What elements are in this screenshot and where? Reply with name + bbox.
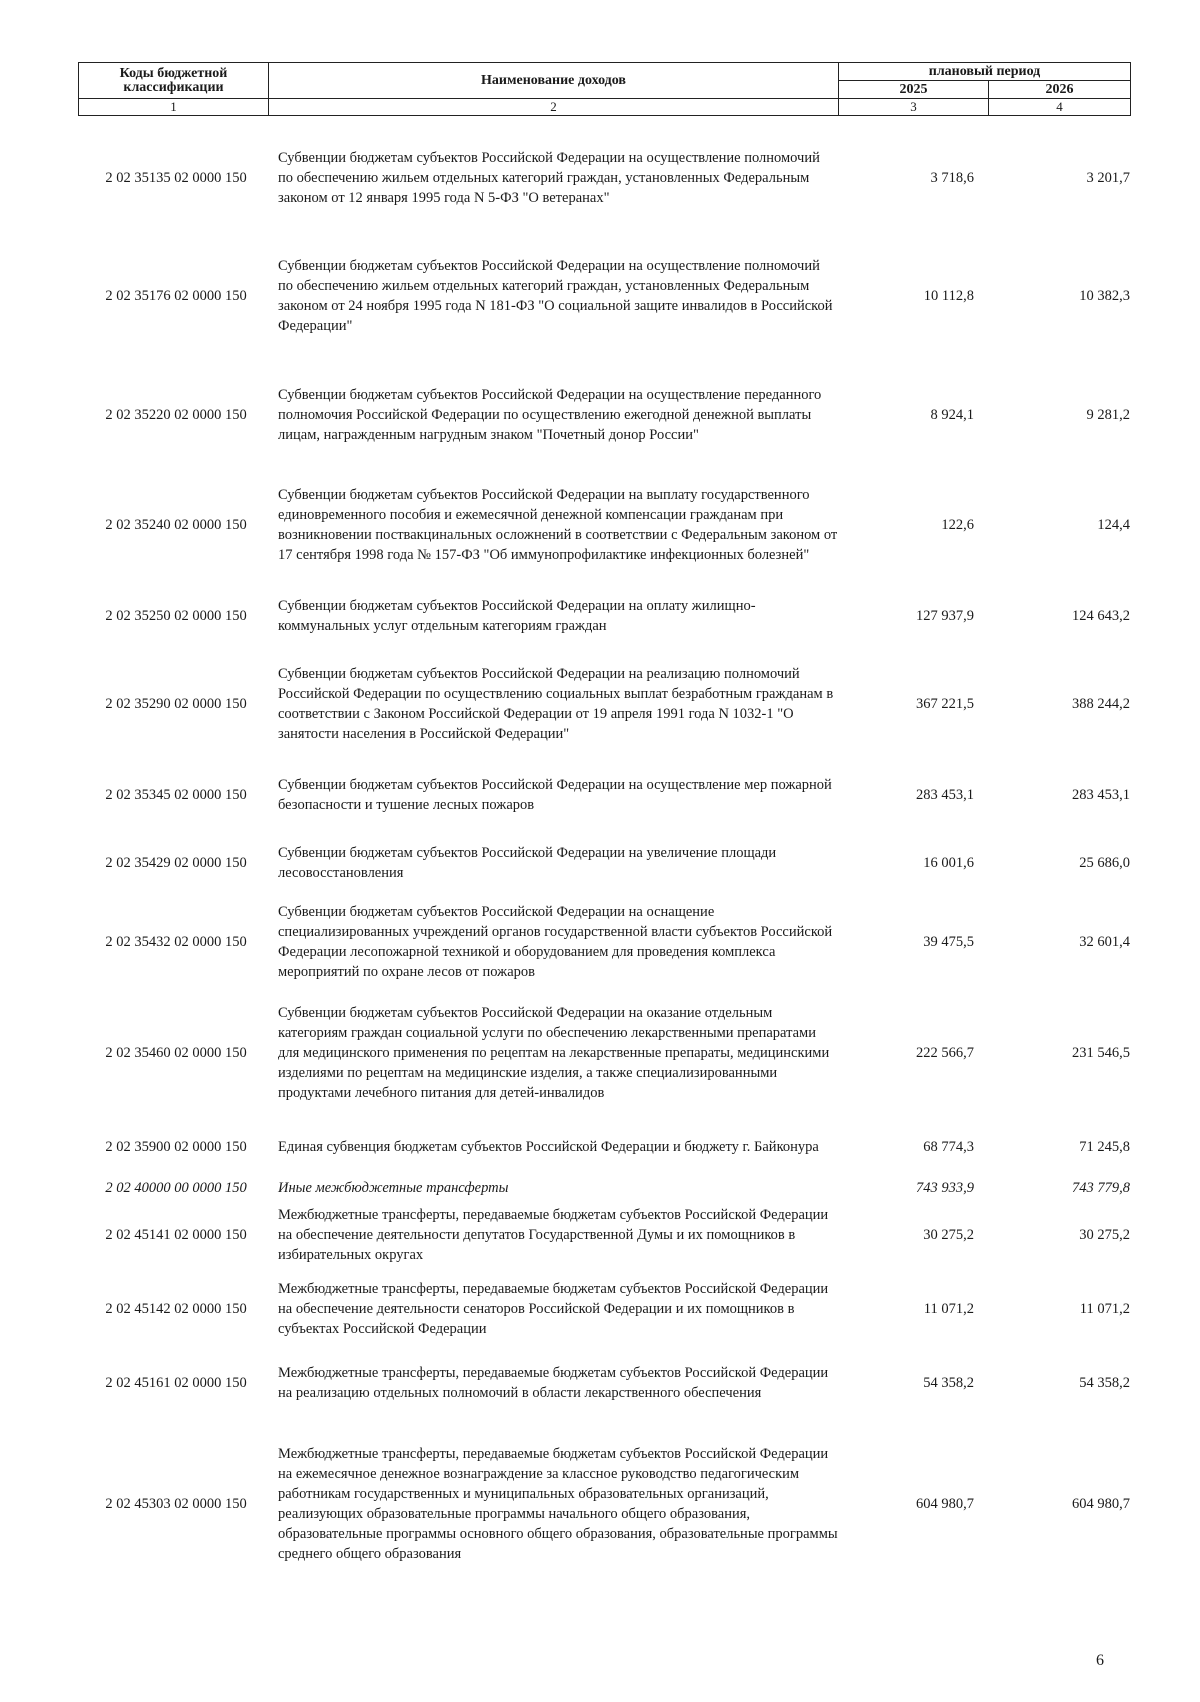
header-col-num: 4 [989, 99, 1131, 116]
income-name: Субвенции бюджетам субъектов Российской Федерации на осуществление мер пожарной безопасности и тушение лесных пожаров [278, 777, 832, 813]
value-2026: 25 686,0 [1079, 854, 1130, 871]
table-row [78, 760, 1130, 830]
table-row [78, 1418, 1130, 1590]
income-name: Субвенции бюджетам субъектов Российской Федерации на оказание отдельным категориям граждан социальной услуги по обеспечению лекарственными препаратами для медицинского применения по рецептам на лекарственные препараты, медицинскими изделиями по рецептам на медицинские изделия, а также специализированными продуктами лечебного питания для детей-инвалидов [278, 1005, 830, 1101]
table-row [78, 228, 1130, 364]
value-2026: 9 281,2 [1086, 406, 1130, 423]
value-2025: 68 774,3 [923, 1138, 974, 1155]
table-row [78, 648, 1130, 760]
budget-code: 2 02 35432 02 0000 150 [105, 933, 247, 950]
value-2025: 127 937,9 [916, 607, 974, 624]
income-name: Межбюджетные трансферты, передаваемые бюджетам субъектов Российской Федерации на обеспечение деятельности сенаторов Российской Федерации и их помощников в субъектах Российской Федерации [278, 1281, 829, 1337]
value-2026: 124 643,2 [1072, 607, 1130, 624]
header-year-2026: 2026 [989, 81, 1131, 99]
value-2025: 39 475,5 [923, 933, 974, 950]
header-budget-codes: Коды бюджетной классификации [79, 63, 269, 99]
value-2026: 32 601,4 [1079, 933, 1130, 950]
income-name: Субвенции бюджетам субъектов Российской Федерации на выплату государственного единовременного пособия и ежемесячной денежной компенсации гражданам при возникновении поствакцинальных осложнений в соответствии с Федеральным законом от 17 сентября 1998 года № 157-ФЗ "Об иммунопрофилактике инфекционных болезней" [278, 487, 838, 563]
value-2026: 30 275,2 [1079, 1226, 1130, 1243]
value-2025: 10 112,8 [923, 287, 974, 304]
value-2025: 283 453,1 [916, 786, 974, 803]
income-name: Межбюджетные трансферты, передаваемые бюджетам субъектов Российской Федерации на реализацию отдельных полномочий в области лекарственного обеспечения [278, 1365, 829, 1401]
value-2026: 743 779,8 [1072, 1179, 1130, 1196]
budget-code: 2 02 35460 02 0000 150 [105, 1044, 247, 1061]
budget-code: 2 02 45161 02 0000 150 [105, 1374, 247, 1391]
value-2025: 30 275,2 [923, 1226, 974, 1243]
table-row [78, 128, 1130, 228]
income-name: Субвенции бюджетам субъектов Российской Федерации на реализацию полномочий Российской Федерации по осуществлению социальных выплат безработным гражданам в соответствии с Законом Российской Федерации от 19 апреля 1991 года N 1032-1 "О занятости населения в Российской Федерации" [278, 666, 834, 742]
budget-code: 2 02 40000 00 0000 150 [105, 1179, 247, 1196]
table-row [78, 1270, 1130, 1348]
table-row [78, 896, 1130, 988]
table-row [78, 584, 1130, 648]
value-2026: 388 244,2 [1072, 695, 1130, 712]
value-2025: 604 980,7 [916, 1495, 974, 1512]
table-row [78, 364, 1130, 466]
income-name: Субвенции бюджетам субъектов Российской Федерации на осуществление полномочий по обеспечению жильем отдельных категорий граждан, установленных Федеральным законом от 12 января 1995 года N 5-ФЗ "О ветеранах" [278, 150, 820, 206]
table-row [78, 466, 1130, 584]
value-2026: 11 071,2 [1079, 1300, 1130, 1317]
budget-code: 2 02 35900 02 0000 150 [105, 1138, 247, 1155]
header-planned-period: плановый период [839, 63, 1131, 81]
value-2026: 54 358,2 [1079, 1374, 1130, 1391]
budget-code: 2 02 45303 02 0000 150 [105, 1495, 247, 1512]
budget-code: 2 02 35250 02 0000 150 [105, 607, 247, 624]
value-2025: 8 924,1 [930, 406, 974, 423]
budget-code: 2 02 35176 02 0000 150 [105, 287, 247, 304]
value-2025: 222 566,7 [916, 1044, 974, 1061]
page-number: 6 [1096, 1652, 1104, 1669]
header-income-name: Наименование доходов [269, 63, 839, 99]
value-2026: 283 453,1 [1072, 786, 1130, 803]
budget-code: 2 02 35345 02 0000 150 [105, 786, 247, 803]
value-2026: 231 546,5 [1072, 1044, 1130, 1061]
header-col-num: 2 [269, 99, 839, 116]
value-2025: 122,6 [941, 516, 974, 533]
value-2025: 11 071,2 [923, 1300, 974, 1317]
budget-code: 2 02 45141 02 0000 150 [105, 1226, 247, 1243]
budget-code: 2 02 35135 02 0000 150 [105, 169, 247, 186]
income-name: Субвенции бюджетам субъектов Российской Федерации на осуществление переданного полномочия Российской Федерации по осуществлению ежегодной денежной выплаты лицам, награжденным нагрудным знаком "Почетный донор России" [278, 387, 822, 443]
value-2025: 367 221,5 [916, 695, 974, 712]
value-2025: 743 933,9 [916, 1179, 974, 1196]
table-header [78, 62, 1131, 116]
table-row [78, 1200, 1130, 1270]
table-body [78, 128, 1130, 1590]
budget-code: 2 02 35290 02 0000 150 [105, 695, 247, 712]
income-name: Субвенции бюджетам субъектов Российской Федерации на оплату жилищно-коммунальных услуг отдельным категориям граждан [278, 598, 756, 634]
income-name: Субвенции бюджетам субъектов Российской Федерации на увеличение площади лесовосстановления [278, 845, 777, 881]
value-2025: 54 358,2 [923, 1374, 974, 1391]
table-row [78, 1118, 1130, 1176]
budget-code: 2 02 35220 02 0000 150 [105, 406, 247, 423]
header-col-num: 1 [79, 99, 269, 116]
value-2026: 10 382,3 [1079, 287, 1130, 304]
income-name: Межбюджетные трансферты, передаваемые бюджетам субъектов Российской Федерации на обеспечение деятельности депутатов Государственной Думы и их помощников в избирательных округах [278, 1207, 829, 1263]
budget-code: 2 02 35240 02 0000 150 [105, 516, 247, 533]
value-2026: 3 201,7 [1086, 169, 1130, 186]
value-2026: 604 980,7 [1072, 1495, 1130, 1512]
table-row-subtotal [78, 1176, 1130, 1200]
header-col-num: 3 [839, 99, 989, 116]
value-2025: 16 001,6 [923, 854, 974, 871]
income-name: Единая субвенция бюджетам субъектов Российской Федерации и бюджету г. Байконура [278, 1139, 819, 1155]
budget-code: 2 02 45142 02 0000 150 [105, 1300, 247, 1317]
table-row [78, 988, 1130, 1118]
income-name: Межбюджетные трансферты, передаваемые бюджетам субъектов Российской Федерации на ежемесячное денежное вознаграждение за классное руководство педагогическим работникам государственных и муниципальных образовательных организаций, реализующих образовательные программы начального общего образования, образовательные программы основного общего образования, образовательные программы среднего общего образования [278, 1446, 838, 1562]
income-name: Субвенции бюджетам субъектов Российской Федерации на оснащение специализированных учреждений органов государственной власти субъектов Российской Федерации лесопожарной техникой и оборудованием для проведения комплекса мероприятий по охране лесов от пожаров [278, 904, 833, 980]
budget-code: 2 02 35429 02 0000 150 [105, 854, 247, 871]
value-2026: 71 245,8 [1079, 1138, 1130, 1155]
table-row [78, 1348, 1130, 1418]
value-2026: 124,4 [1097, 516, 1130, 533]
income-name: Субвенции бюджетам субъектов Российской Федерации на осуществление полномочий по обеспечению жильем отдельных категорий граждан, установленных Федеральным законом от 24 ноября 1995 года N 181-ФЗ "О социальной защите инвалидов в Российской Федерации" [278, 258, 833, 334]
value-2025: 3 718,6 [930, 169, 974, 186]
table-row [78, 830, 1130, 896]
header-year-2025: 2025 [839, 81, 989, 99]
income-name: Иные межбюджетные трансферты [278, 1180, 509, 1196]
